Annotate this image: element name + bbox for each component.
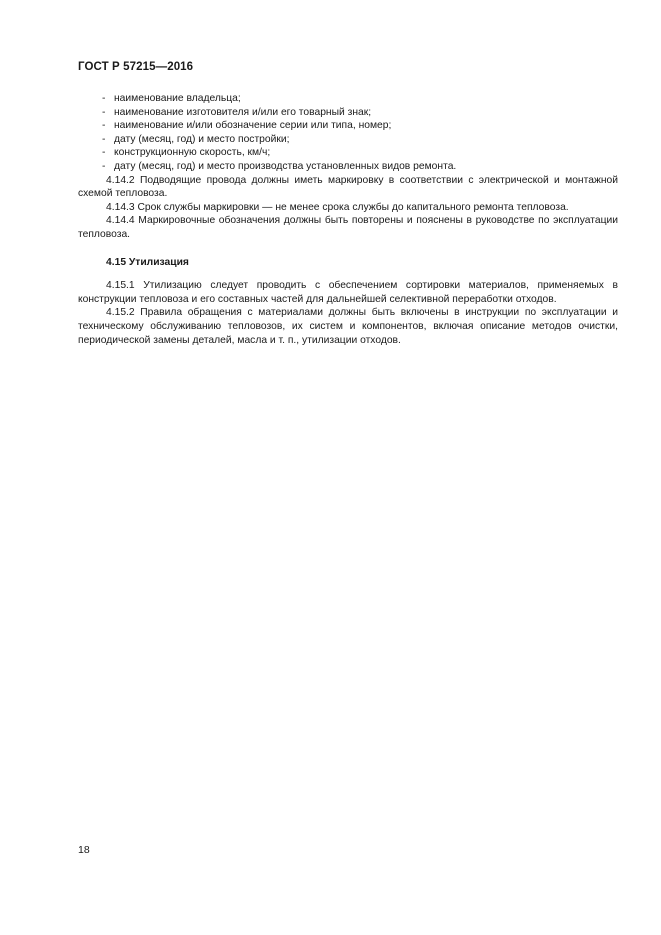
section-title-utilization: 4.15 Утилизация — [106, 256, 189, 268]
paragraph-4-14-4: 4.14.4 Маркировочные обозначения должны быть повторены и пояснены в руководстве по эксплуатации тепловоза. — [78, 215, 618, 240]
list-item-text: дату (месяц, год) и место производства установленных видов ремонта. — [114, 160, 457, 172]
page-number: 18 — [78, 844, 90, 856]
paragraph-4-14-3: 4.14.3 Срок службы маркировки — не менее срока службы до капитального ремонта тепловоза. — [106, 201, 569, 213]
document-body — [78, 92, 618, 347]
list-marker: - — [102, 160, 106, 172]
list-marker: - — [102, 93, 106, 104]
paragraph-4-15-1: 4.15.1 Утилизацию следует проводить с обеспечением сортировки материалов, применяемых в конструкции тепловоза и его составных частей для дальнейшей селективной переработки отходов. — [78, 280, 618, 305]
list-item-text: наименование изготовителя и/или его товарный знак; — [114, 106, 372, 118]
list-item-text: наименование владельца; — [114, 93, 241, 104]
list-marker: - — [102, 147, 106, 159]
paragraph-4-15-2: 4.15.2 Правила обращения с материалами должны быть включены в инструкции по эксплуатации и техническому обслуживанию тепловозов, их систем и компонентов, включая описание методов очистки, периодической замены деталей, масла и т. п., утилизации отходов. — [78, 307, 618, 346]
list-item-text: наименование и/или обозначение серии или типа, номер; — [114, 120, 392, 132]
list-marker: - — [102, 120, 106, 132]
list-item — [78, 92, 618, 106]
list-item — [78, 133, 618, 147]
document-code-header: ГОСТ Р 57215—2016 — [78, 61, 194, 73]
list-item-text: дату (месяц, год) и место постройки; — [114, 133, 290, 145]
list-item — [78, 119, 618, 133]
list-item — [78, 160, 618, 174]
list-item — [78, 146, 618, 160]
list-item — [78, 106, 618, 120]
marking-list — [78, 92, 618, 174]
list-item-text: конструкционную скорость, км/ч; — [114, 147, 271, 159]
paragraph-4-14-2: 4.14.2 Подводящие провода должны иметь маркировку в соответствии с электрической и монтажной схемой тепловоза. — [78, 174, 618, 200]
list-marker: - — [102, 106, 106, 118]
list-marker: - — [102, 133, 106, 145]
